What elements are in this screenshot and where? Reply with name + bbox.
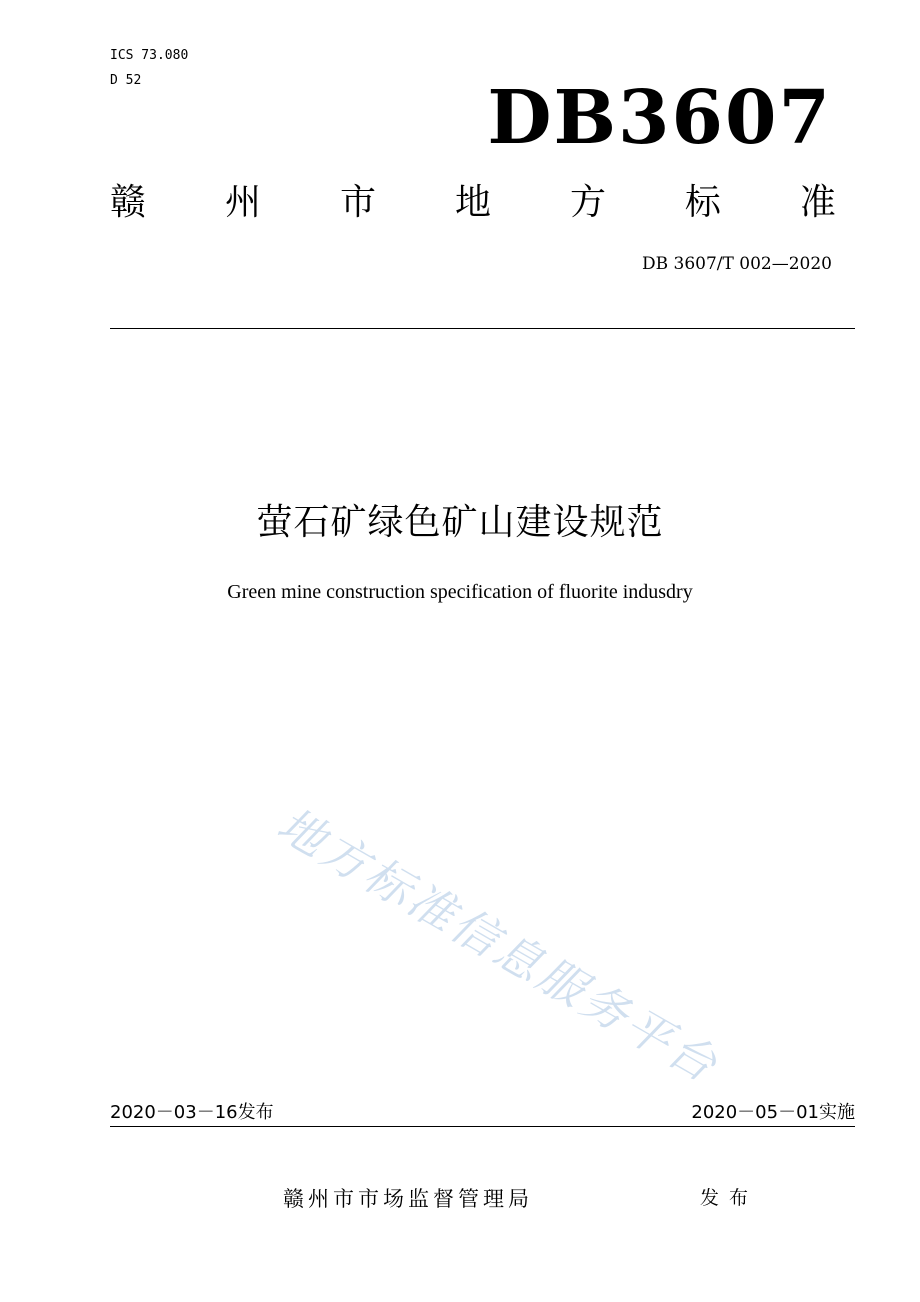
issuing-authority: 赣州市市场监督管理局 xyxy=(283,1187,533,1211)
implementation-date: 2020－05－01实施 xyxy=(691,1102,855,1123)
standard-type-char: 市 xyxy=(339,182,376,223)
document-title-chinese: 萤石矿绿色矿山建设规范 xyxy=(256,502,664,543)
standard-type-char: 地 xyxy=(454,182,491,223)
top-divider xyxy=(110,328,855,329)
classification-code: D 52 xyxy=(110,73,142,88)
standard-type-char: 准 xyxy=(799,182,836,223)
standard-logo: DB3607 xyxy=(487,75,832,161)
standard-type xyxy=(110,180,836,226)
standard-type-char: 州 xyxy=(224,182,261,223)
standard-number: DB 3607/T 002—2020 xyxy=(642,254,832,274)
standard-type-char: 标 xyxy=(684,182,721,223)
standard-type-char: 赣 xyxy=(110,182,147,223)
standard-type-char: 方 xyxy=(569,182,606,223)
ics-code: ICS 73.080 xyxy=(110,48,189,63)
watermark: 地方标准信息服务平台 xyxy=(268,796,729,1094)
issue-date: 2020－03－16发布 xyxy=(110,1102,274,1123)
document-title-english: Green mine construction specification of fluorite indusdry xyxy=(227,581,693,603)
issue-label: 发布 xyxy=(700,1187,759,1209)
bottom-divider xyxy=(110,1126,855,1127)
